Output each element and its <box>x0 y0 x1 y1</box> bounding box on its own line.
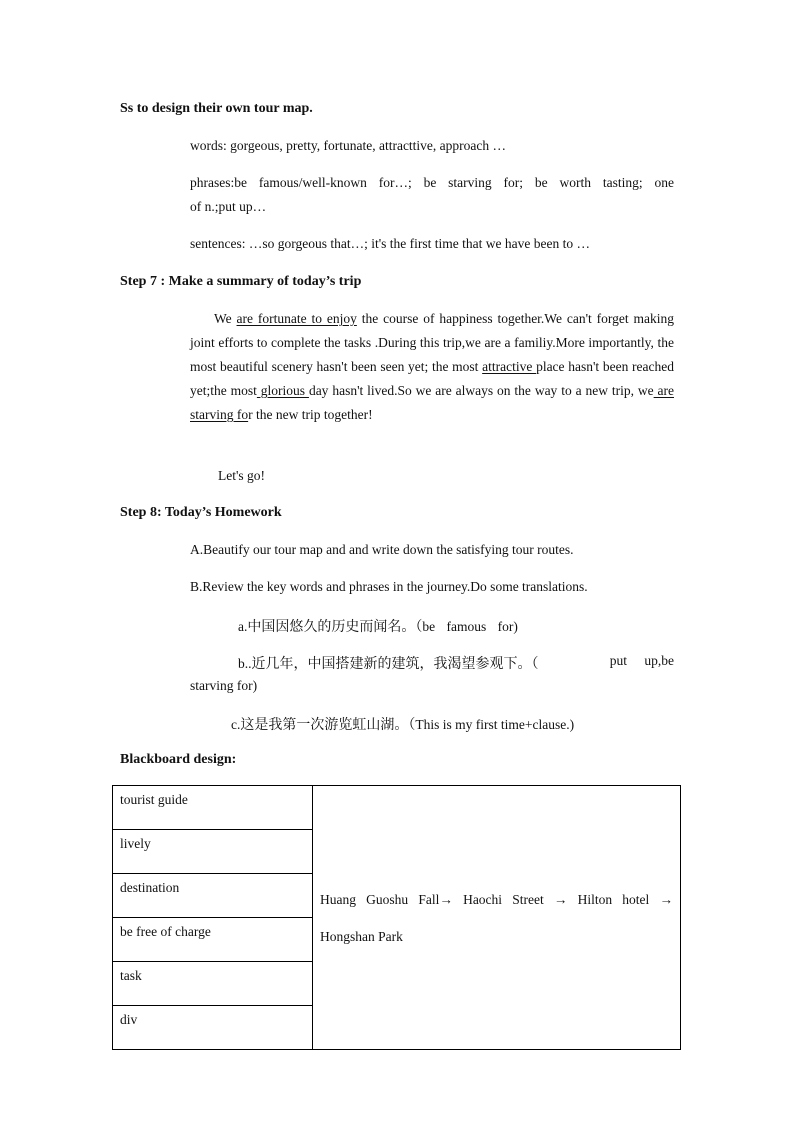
homework-b: B.Review the key words and phrases in the journey.Do some translations. <box>190 579 588 594</box>
step7-heading: Step 7 : Make a summary of today’s trip <box>120 274 362 289</box>
translation-c-prefix: c. <box>231 717 241 732</box>
summary-paragraph <box>190 307 674 427</box>
homework-a: A.Beautify our tour map and and write down the satisfying tour routes. <box>190 542 574 557</box>
summary-text-4: day hasn't lived.So we are always on the way to a new trip, we <box>308 383 654 398</box>
blackboard-item: destination <box>113 874 313 918</box>
blackboard-item: be free of charge <box>113 918 313 962</box>
blackboard-heading: Blackboard design: <box>120 752 237 767</box>
blackboard-item: task <box>113 962 313 1006</box>
translation-b-chinese: 近几年，中国搭建新的建筑，我渴望参观下。（ <box>251 656 539 672</box>
route-line-2: Hongshan Park <box>320 928 403 944</box>
design-heading: Ss to design their own tour map. <box>120 101 313 116</box>
translation-b <box>238 653 674 673</box>
summary-underline-1: are fortunate to enjoy <box>236 311 357 326</box>
summary-text-2: the course of happiness together.We can't forget making joint efforts to complete the tasks .During this trip,we are a familiy.More importantly, the most beautiful scenery hasn't been seen yet; the most <box>190 311 674 374</box>
blackboard-item: div <box>113 1006 313 1050</box>
summary-underline-3: glorious <box>256 383 309 398</box>
route-line-1: Huang Guoshu Fall→ Haochi Street → Hilton hotel → <box>320 891 673 907</box>
translation-b-prefix: b.. <box>238 656 252 671</box>
phrases-line-1: phrases:be famous/well-known for…; be starving for; be worth tasting; one <box>190 175 674 190</box>
summary-underline-2: attractive <box>482 359 537 374</box>
blackboard-item: tourist guide <box>113 786 313 830</box>
translation-a <box>238 616 518 636</box>
translation-b-hint: put up,be <box>609 653 674 668</box>
summary-text-1: We <box>214 311 237 326</box>
words-line: words: gorgeous, pretty, fortunate, attracttive, approach … <box>190 138 507 153</box>
translation-b-line-2: starving for) <box>190 678 258 693</box>
blackboard-item: lively <box>113 830 313 874</box>
translation-a-chinese: 中国因悠久的历史而闻名。（ <box>247 619 423 635</box>
sentences-line: sentences: …so gorgeous that…; it's the first time that we have been to … <box>190 236 590 251</box>
blackboard-route <box>313 786 681 1050</box>
translation-a-hint: be famous for) <box>422 619 518 634</box>
blackboard-table <box>112 785 681 1050</box>
translation-a-prefix: a. <box>238 619 248 634</box>
step8-heading: Step 8: Today’s Homework <box>120 505 282 520</box>
phrases-line-2: of n.;put up… <box>190 199 267 214</box>
translation-c-hint: This is my first time+clause.) <box>415 717 575 732</box>
lets-go: Let's go! <box>218 468 266 483</box>
summary-underline-4: are starving fo <box>190 383 674 422</box>
summary-text-3: place hasn't been reached yet;the most <box>190 359 675 398</box>
translation-c <box>231 714 574 734</box>
summary-text-5: r the new trip together! <box>248 407 373 422</box>
translation-c-chinese: 这是我第一次游览虹山湖。（ <box>240 717 416 733</box>
